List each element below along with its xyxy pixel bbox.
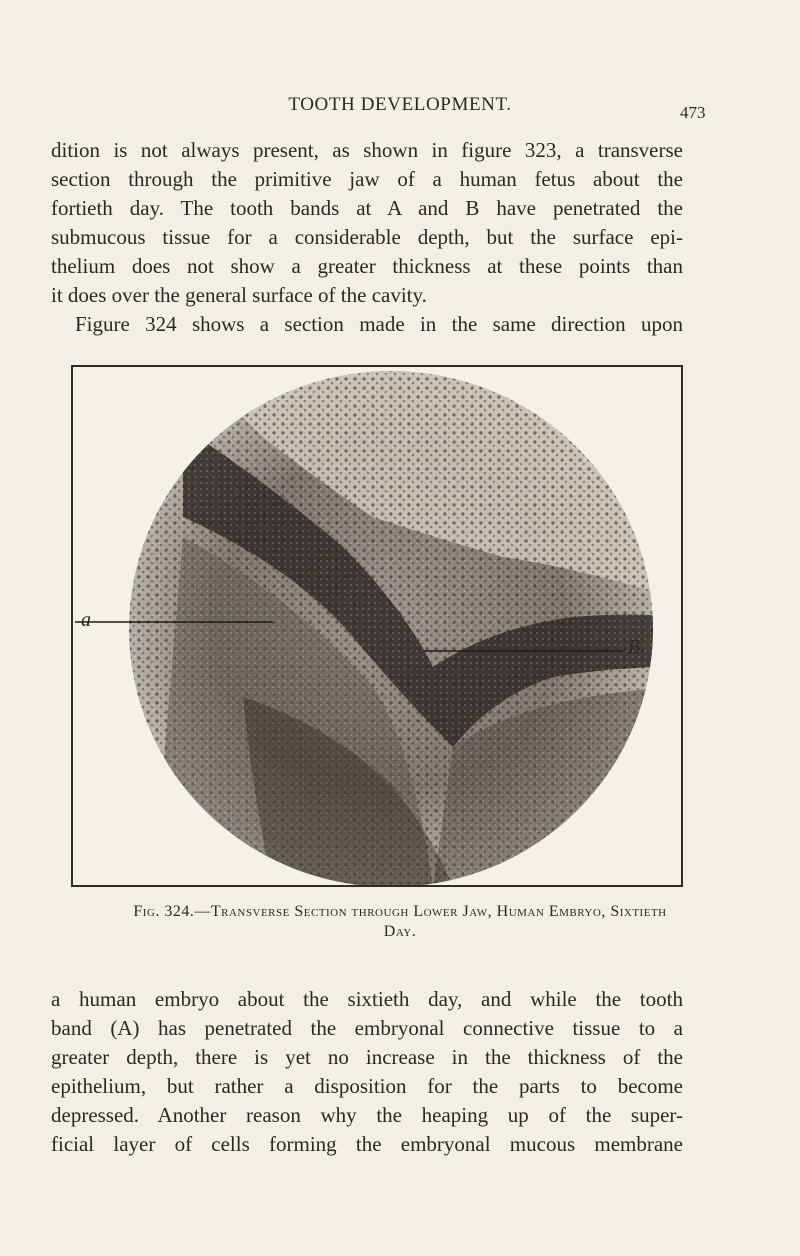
text-line: depressed. Another reason why the heaping up of the super- bbox=[51, 1103, 683, 1127]
text-line: epithelium, but rather a disposition for the parts to become bbox=[51, 1074, 683, 1098]
text-line: dition is not always present, as shown in figure 323, a transverse bbox=[51, 138, 683, 162]
text-line: it does over the general surface of the cavity. bbox=[51, 283, 427, 307]
text-line: a human embryo about the sixtieth day, and while the tooth bbox=[51, 987, 683, 1011]
text-line: submucous tissue for a considerable depth, but the surface epi- bbox=[51, 225, 683, 249]
paragraph-bottom bbox=[51, 985, 683, 1159]
caption-line: Fig. 324.—Transverse Section through Lower Jaw, Human Embryo, Sixtieth bbox=[133, 903, 667, 920]
text-line: section through the primitive jaw of a human fetus about the bbox=[51, 167, 683, 191]
paragraph-top bbox=[51, 136, 683, 339]
running-header-title: TOOTH DEVELOPMENT. bbox=[288, 94, 512, 115]
text-line: ficial layer of cells forming the embryonal mucous membrane bbox=[51, 1132, 683, 1156]
text-line: fortieth day. The tooth bands at A and B have penetrated the bbox=[51, 196, 683, 220]
figure-label-a: a bbox=[81, 609, 91, 631]
text-line: greater depth, there is yet no increase in the thickness of the bbox=[51, 1045, 683, 1069]
page-number: 473 bbox=[680, 103, 706, 122]
text-line: thelium does not show a greater thickness at these points than bbox=[51, 254, 683, 278]
histology-micrograph bbox=[73, 367, 681, 885]
text-line: Figure 324 shows a section made in the same direction upon bbox=[75, 312, 683, 336]
caption-line: Day. bbox=[383, 923, 417, 940]
text-line: band (A) has penetrated the embryonal connective tissue to a bbox=[51, 1016, 683, 1040]
figure-label-b: B. bbox=[628, 636, 646, 658]
figure-frame bbox=[71, 365, 683, 887]
figure-caption bbox=[60, 902, 740, 942]
